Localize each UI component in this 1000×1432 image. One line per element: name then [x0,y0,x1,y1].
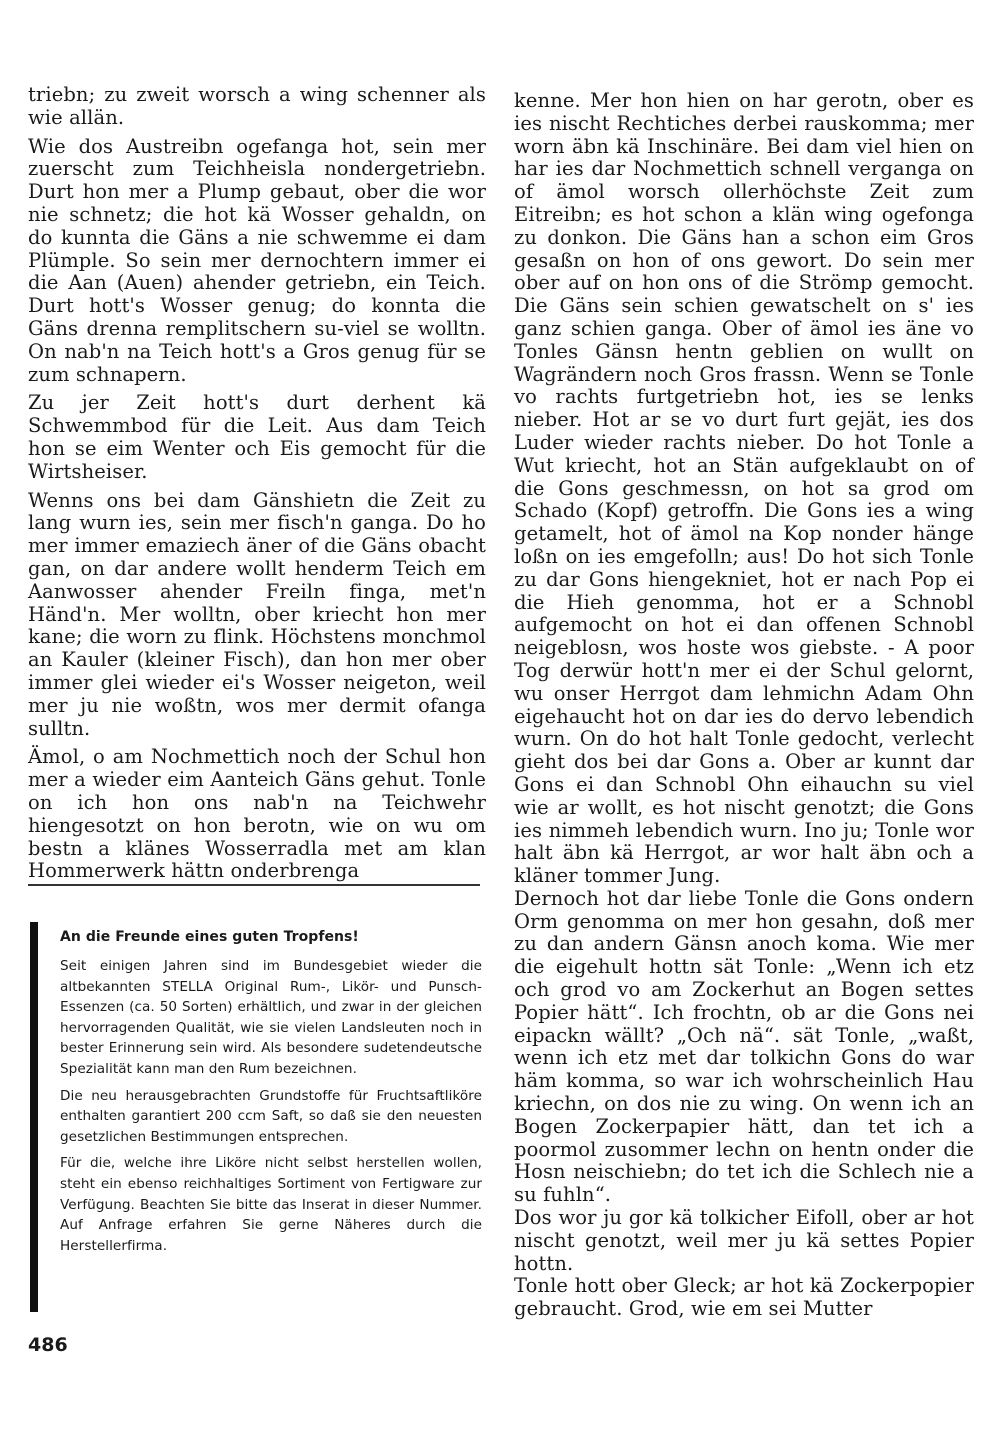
ad-paragraph-1: Seit einigen Jahren sind im Bundesgebiet wieder die altbekannten STELLA Original Rum-, Likör- und Punsch-Essenzen (ca. 50 Sorten) erhältlich, und zwar in der gleichen hervorragenden Qualität, wie sie vielen Landsleuten noch in bester Erinnerung sein wird. Als besondere sudetendeutsche Spezialität kann man den Rum bezeichnen. [60,958,482,1077]
ad-paragraph-3: Für die, welche ihre Liköre nicht selbst herstellen wollen, steht ein ebenso reichhaltiges Sortiment von Fertigware zur Verfügung. Beachten Sie bitte das Inserat in dieser Nummer. Auf Anfrage erfahren Sie gerne Näheres durch die Herstellerfirma. [60,1155,482,1254]
ad-side-bar [30,922,38,1312]
left-paragraph-4: Wenns ons bei dam Gänshietn die Zeit zu lang wurn ies, sein mer fisch'n ganga. Do ho mer immer emaziech äner of die Gäns obacht gan, on dar andere wollt henderm Teich em Aanwosser ahender Freiln finga, met'n Händ'n. Mer wolltn, ober kriecht hon mer kane; die worn zu flink. Höchstens monchmol an Kauler (kleiner Fisch), dan hon mer ober immer glei wieder ei's Wosser neigeton, weil mer ju nie woßtn, wos mer dermit ofanga sulltn. [28,488,486,740]
right-column [514,90,974,1321]
left-paragraph-5: Ämol, o am Nochmettich noch der Schul hon mer a wieder eim Aanteich Gäns gehut. Tonle on ich hon ons nab'n na Teichwehr hiengesotzt on hon berotn, wie on wu om bestn a klänes Wosserradla met am klan Hommerwerk hättn onderbrenga [28,745,486,883]
section-divider [28,884,480,886]
right-paragraph-1: kenne. Mer hon hien on har gerotn, ober es ies nischt Rechtiches derbei rauskomma; mer worn äbn kä Inschinäre. Bei dam viel hien on har ies dar Nochmettich schnell verganga on of ämol worsch ollerhöchste Zeit zum Eitreibn; es hot schon a klän wing ogefonga zu donkon. Die Gäns han a schon eim Gros gesaßn on hon of ons gewort. Do sein mer ober auf on hon ons of die Strömp gemocht. Die Gäns sein schien gewatschelt on s' ies ganz schien ganga. Ober of ämol ies äne vo Tonles Gänsn hentn geblien on wullt on Wagrändern noch Gros frassn. Wenn se Tonle vo rachts furtgetriebn hot, ies se lenks nieber. Hot ar se vo durt furt gejät, ies dos Luder wieder rachts nieber. Do hot Tonle a Wut kriecht, hot an Stän aufgeklaubt on of die Gons geschmessn, on hot sa grod om Schado (Kopf) getroffn. Die Gons ies a wing getamelt, hot of ämol na Kop nonder hänge loßn on ies emgefolln; aus! Do hot sich Tonle zu dar Gons hiengekniet, hot er nach Pop ei die Hieh genomma, hot er a Schnobl aufgemocht on hot ei dan offenen Schnobl neigeblosn, wos hoste wos giebste. - A poor Tog derwür hott'n mer ei der Schul gelornt, wu onser Herrgot dam lehmichn Adam Ohn eigehaucht hot on dar ies do dervo lebendich wurn. On do hot halt Tonle gedocht, verlecht gieht dos bei dar Gons a. Ober ar kunnt dar Gons ei dan Schnobl Ohn eihauchn su viel wie ar wollt, es hot nischt genotzt; die Gons ies nimmeh lebendich wurn. Ino ju; Tonle wor halt äbn kä Herrgot, ar wor halt äbn och a kläner tommer Jung. [514,89,974,888]
ad-paragraph-2: Die neu herausgebrachten Grundstoffe für Fruchtsaftliköre enthalten garantiert 200 ccm Saft, so daß sie den neuesten gesetzlichen Bestimmungen entsprechen. [60,1087,482,1145]
left-paragraph-2: Wie dos Austreibn ogefanga hot, sein mer zuerscht zum Teichheisla nondergetriebn. Durt hon mer a Plump gebaut, ober die wor nie schnetz; die hot kä Wosser gehaldn, on do kunnta die Gäns a nie schwemme ei dam Plümple. So sein mer dernochtern immer ei die Aan (Auen) ahender getriebn, ein Teich. Durt hott's Wosser genug; do konnta die Gäns drenna remplitschern su-viel se wolltn. On nab'n na Teich hott's a Gros genug für se zum schnapern. [28,134,486,386]
right-paragraph-2: Dernoch hot dar liebe Tonle die Gons ondern Orm genomma on mer hon gesahn, doß mer zu dan andern Gänsn anoch koma. Wie mer die eigehult hottn sät Tonle: „Wenn ich etz och grod vo am Zockerhut an Bogen settes Popier hätt“. Ich frochtn, ob ar die Gons nei eipackn wällt? „Och nä“. sät Tonle, „waßt, wenn ich etz met dar tolkichn Gons do war häm komma, so war ich wohrscheinlich Hau kriechn, on dos nie zu wing. On wenn ich an Bogen Zockerpapier hätt, dan tet ich a poormol zusommer lechn on hentn onder die Hosn neischiebn; do tet ich die Schlech nie a su fuhln“. [514,886,974,1207]
ad-title: An die Freunde eines guten Tropfens! [60,929,359,945]
right-paragraph-3: Dos wor ju gor kä tolkicher Eifoll, ober ar hot nischt genotzt, weil mer ju kä settes Popier hottn. [514,1206,974,1275]
left-column [28,84,486,889]
left-paragraph-3: Zu jer Zeit hott's durt derhent kä Schwemmbod für die Leit. Aus dam Teich hon se eim Wenter och Eis gemocht für die Wirtsheiser. [28,391,486,483]
left-paragraph-1: triebn; zu zweit worsch a wing schenner als wie allän. [28,83,486,129]
advertisement-box [60,928,482,1262]
right-paragraph-4: Tonle hott ober Gleck; ar hot kä Zockerpopier gebraucht. Grod, wie em sei Mutter [514,1274,974,1321]
page-number: 486 [28,1334,68,1356]
